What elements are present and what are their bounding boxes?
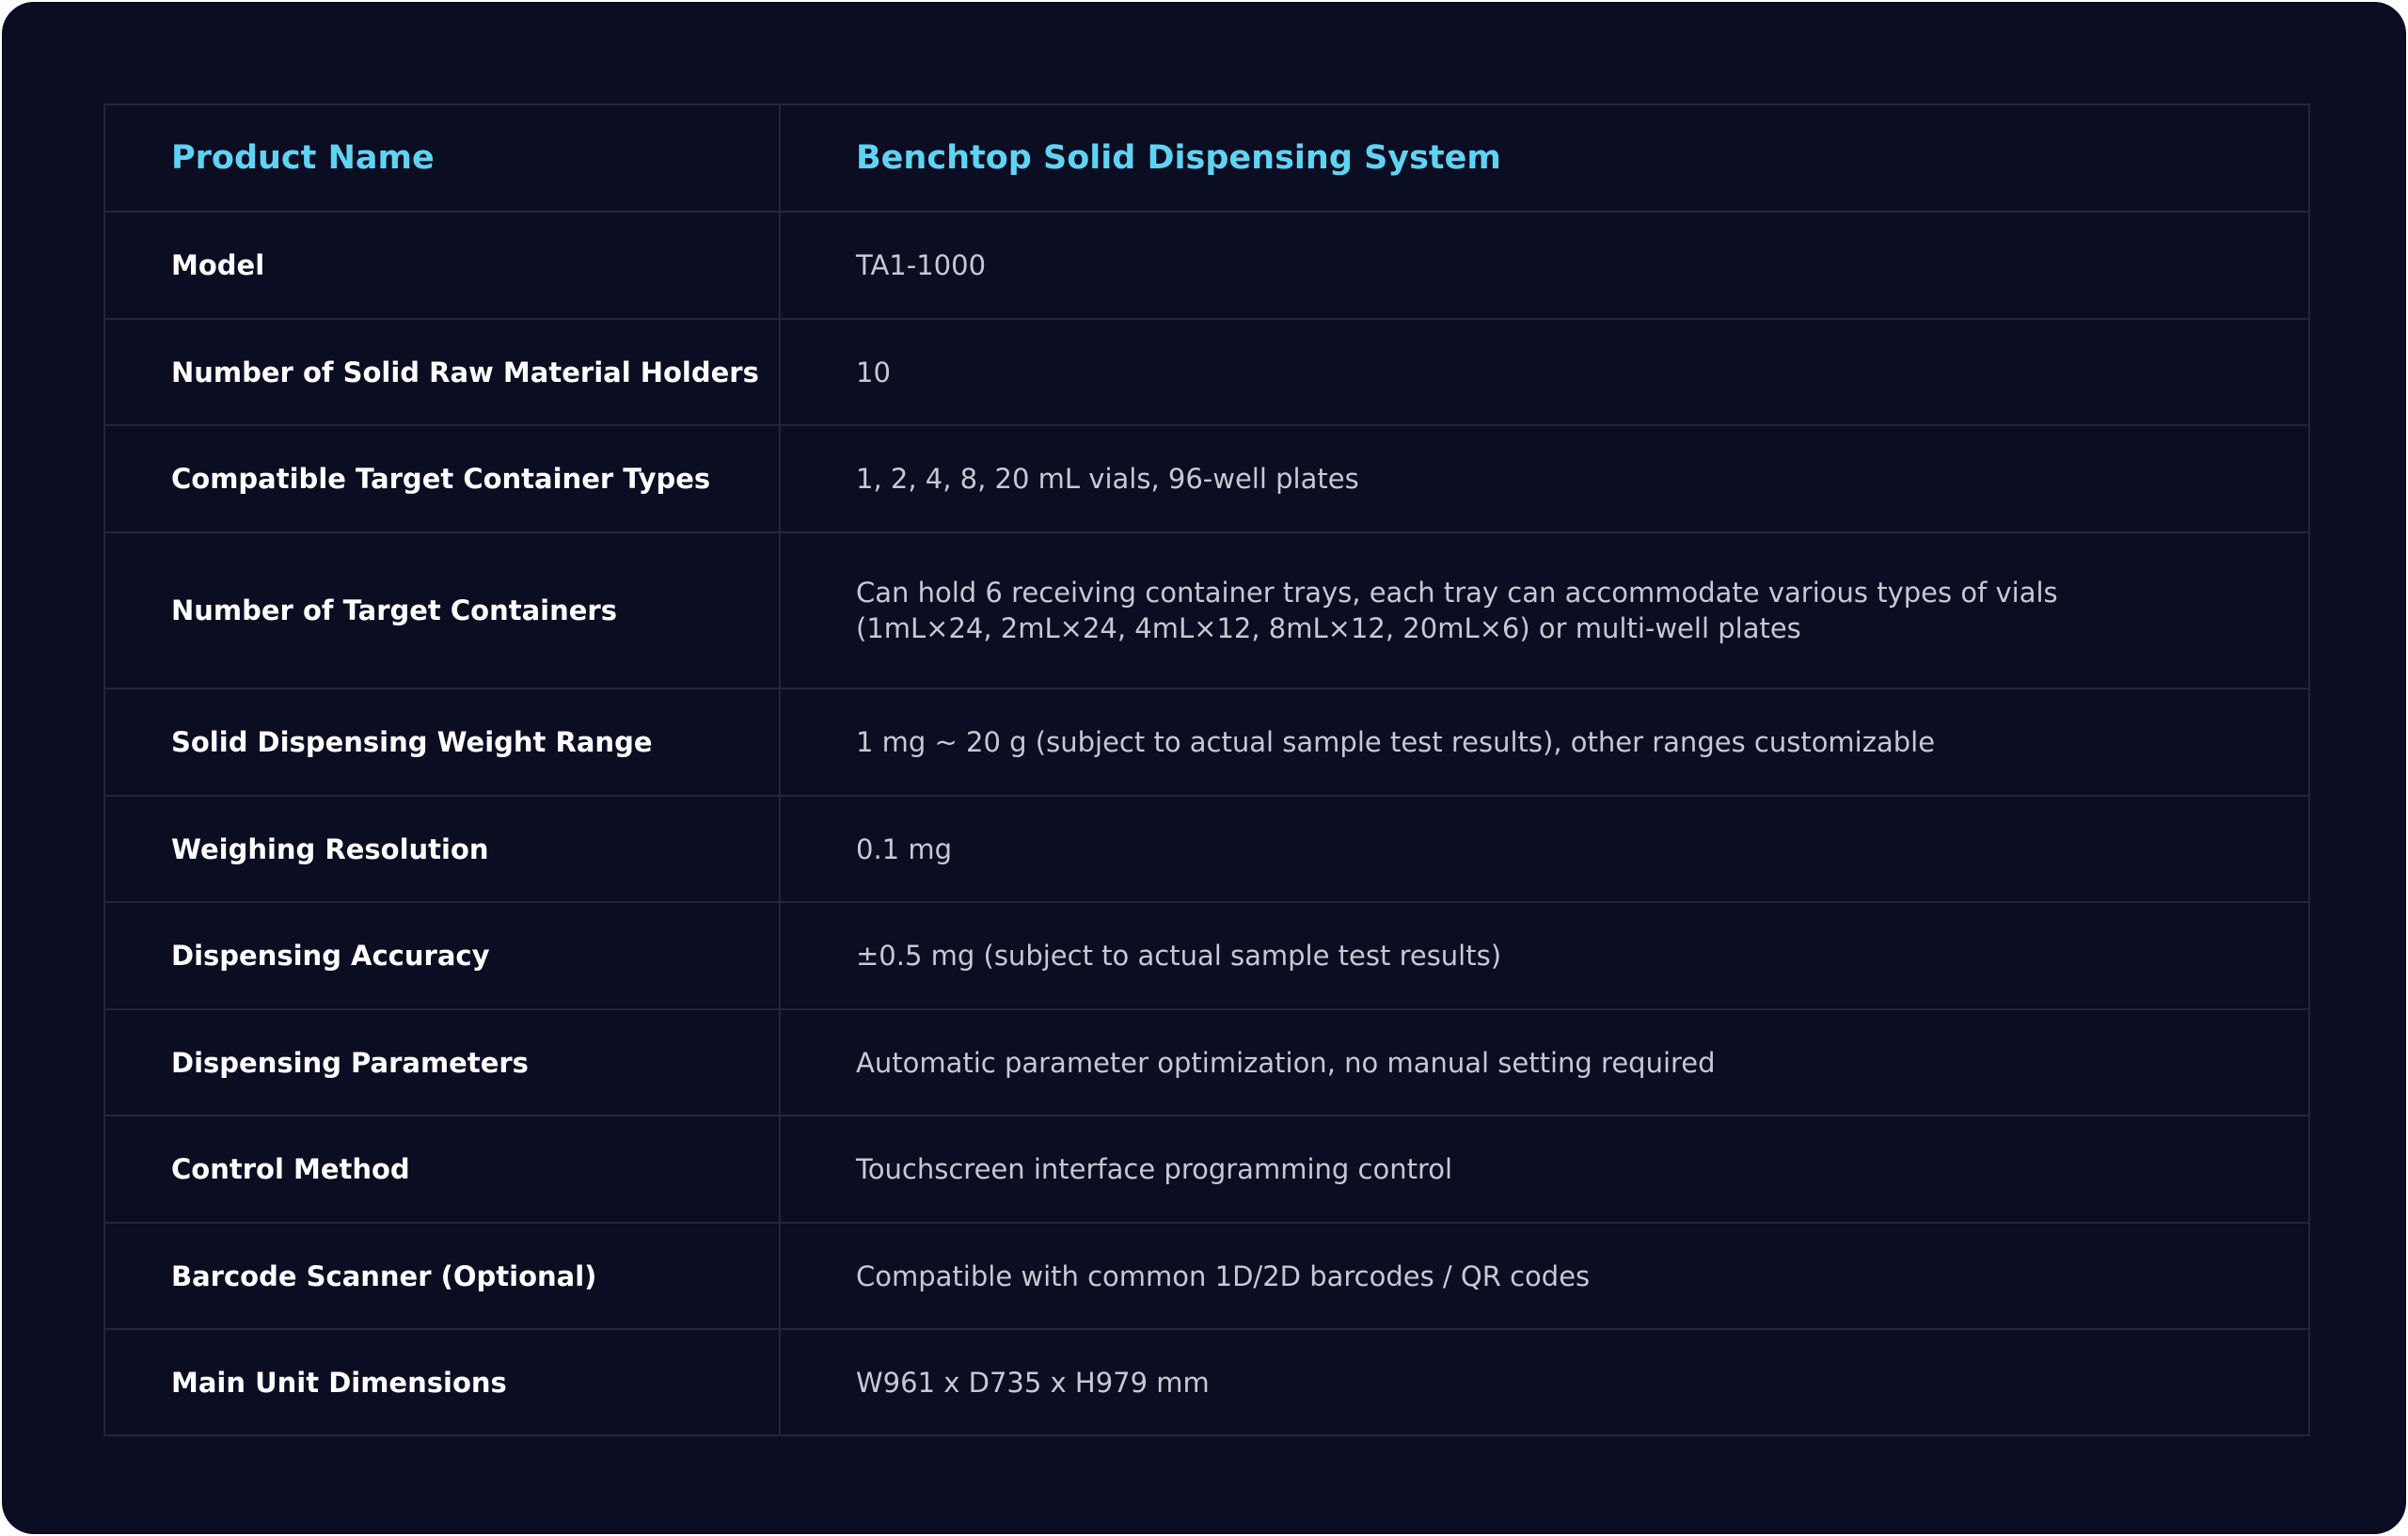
row-label: Weighing Resolution [105,797,781,901]
table-row-model [105,211,2308,318]
table-row-accuracy [105,901,2308,1008]
table-row-target-containers [105,531,2308,688]
row-value: Can hold 6 receiving container trays, each tray can accommodate various types of vials (1mL×24, 2mL×24, 4mL×12, 8mL×12, 20mL×6) or multi-well plates [856,577,2058,644]
row-label: Compatible Target Container Types [105,426,781,531]
table-row-holders [105,318,2308,424]
row-label: Dispensing Accuracy [105,903,781,1008]
table-row-parameters [105,1008,2308,1115]
row-label: Model [105,213,781,318]
row-value: 0.1 mg [856,832,952,865]
row-value: ±0.5 mg (subject to actual sample test results) [856,940,1502,972]
row-label: Control Method [105,1116,781,1222]
spec-card [2,2,2406,1534]
header-value: Benchtop Solid Dispensing System [856,139,1501,177]
row-value: 1, 2, 4, 8, 20 mL vials, 96-well plates [856,463,1359,495]
table-row-weight-range [105,688,2308,795]
row-value: W961 x D735 x H979 mm [856,1366,1210,1399]
table-row-container-types [105,424,2308,531]
row-label: Number of Solid Raw Material Holders [105,320,781,424]
row-value: 10 [856,356,891,388]
row-label: Dispensing Parameters [105,1010,781,1115]
row-value: Automatic parameter optimization, no manual setting required [856,1046,1716,1079]
row-value: TA1-1000 [856,249,987,281]
row-value: Touchscreen interface programming control [856,1153,1453,1185]
table-row-resolution [105,795,2308,901]
row-value: Compatible with common 1D/2D barcodes / QR codes [856,1259,1591,1292]
spec-table [103,103,2310,1436]
table-row-barcode-scanner [105,1222,2308,1328]
row-label: Solid Dispensing Weight Range [105,689,781,795]
row-label: Barcode Scanner (Optional) [105,1224,781,1328]
row-label: Number of Target Containers [105,533,781,688]
row-value: 1 mg ~ 20 g (subject to actual sample test results), other ranges customizable [856,726,1936,758]
header-label: Product Name [105,105,781,211]
row-label: Main Unit Dimensions [105,1330,781,1434]
table-row-control-method [105,1115,2308,1222]
table-header-row [105,105,2308,211]
table-row-dimensions [105,1328,2308,1434]
